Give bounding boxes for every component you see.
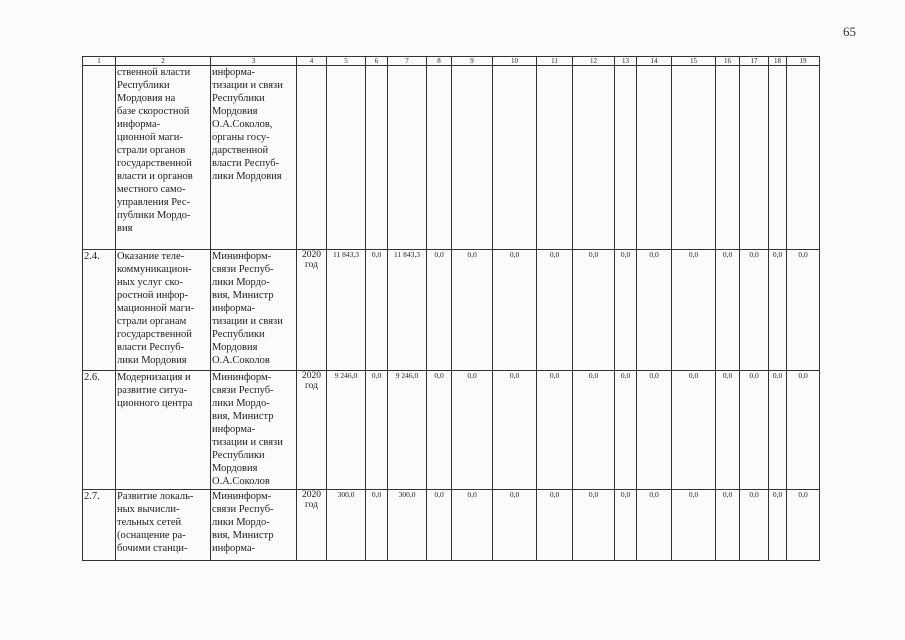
value-cell: 0,0 <box>716 371 740 490</box>
value-cell: 0,0 <box>769 490 787 561</box>
header-cell: 16 <box>716 57 740 66</box>
value-cell: 0,0 <box>493 250 537 371</box>
budget-table <box>82 56 820 561</box>
value-cell <box>493 66 537 250</box>
activity-name: ственной власти Республики Мордовия на базе скоростной информа- ционной маги- страли органов государственной власти и органов местного само- управления Рес- публики Мордо- вия <box>116 66 211 250</box>
table-row <box>83 490 820 561</box>
value-cell: 0,0 <box>615 250 637 371</box>
activity-name: Развитие локаль- ных вычисли- тельных сетей (оснащение ра- бочими станци- <box>116 490 211 561</box>
value-cell: 0,0 <box>427 250 452 371</box>
table-row <box>83 66 820 250</box>
header-row <box>83 57 820 66</box>
table-row <box>83 250 820 371</box>
row-number: 2.4. <box>83 250 116 371</box>
value-cell <box>672 66 716 250</box>
value-cell: 0,0 <box>452 250 493 371</box>
value-cell: 0,0 <box>366 371 388 490</box>
value-cell <box>452 66 493 250</box>
header-cell: 9 <box>452 57 493 66</box>
value-cell: 0,0 <box>537 250 573 371</box>
table-row <box>83 371 820 490</box>
header-cell: 1 <box>83 57 116 66</box>
year-cell: 2020 год <box>297 250 327 371</box>
value-cell: 0,0 <box>716 250 740 371</box>
value-cell: 0,0 <box>573 250 615 371</box>
header-cell: 14 <box>637 57 672 66</box>
value-cell: 11 843,3 <box>327 250 366 371</box>
value-cell: 0,0 <box>493 490 537 561</box>
value-cell <box>327 66 366 250</box>
value-cell: 0,0 <box>427 371 452 490</box>
header-cell: 3 <box>211 57 297 66</box>
value-cell <box>716 66 740 250</box>
value-cell: 0,0 <box>537 371 573 490</box>
value-cell <box>787 66 820 250</box>
value-cell: 11 843,3 <box>388 250 427 371</box>
activity-name: Оказание теле- коммуникацион- ных услуг ско- ростной инфор- мационной маги- страли органам государственной власти Респуб- лики Мордовия <box>116 250 211 371</box>
header-cell: 17 <box>740 57 769 66</box>
row-number <box>83 66 116 250</box>
header-cell: 11 <box>537 57 573 66</box>
value-cell: 0,0 <box>366 250 388 371</box>
value-cell: 0,0 <box>740 250 769 371</box>
header-cell: 8 <box>427 57 452 66</box>
value-cell <box>769 66 787 250</box>
value-cell: 9 246,0 <box>388 371 427 490</box>
executor-cell: Мининформ- связи Респуб- лики Мордо- вия, Министр информа- тизации и связи Республики Мордовия О.А.Соколов <box>211 371 297 490</box>
value-cell <box>537 66 573 250</box>
executor-cell: Мининформ- связи Респуб- лики Мордо- вия, Министр информа- <box>211 490 297 561</box>
header-cell: 2 <box>116 57 211 66</box>
value-cell: 0,0 <box>672 371 716 490</box>
executor-cell: информа- тизации и связи Республики Мордовия О.А.Соколов, органы госу- дарственной власти Респуб- лики Мордовия <box>211 66 297 250</box>
year-cell <box>297 66 327 250</box>
value-cell: 0,0 <box>637 490 672 561</box>
value-cell: 300,0 <box>327 490 366 561</box>
value-cell <box>740 66 769 250</box>
header-cell: 13 <box>615 57 637 66</box>
value-cell: 0,0 <box>740 490 769 561</box>
value-cell: 0,0 <box>637 371 672 490</box>
value-cell <box>366 66 388 250</box>
header-cell: 10 <box>493 57 537 66</box>
value-cell <box>573 66 615 250</box>
value-cell: 0,0 <box>787 371 820 490</box>
activity-name: Модернизация и развитие ситуа- ционного центра <box>116 371 211 490</box>
value-cell: 0,0 <box>615 371 637 490</box>
value-cell: 0,0 <box>427 490 452 561</box>
value-cell: 0,0 <box>573 371 615 490</box>
value-cell: 0,0 <box>769 371 787 490</box>
header-cell: 19 <box>787 57 820 66</box>
year-cell: 2020 год <box>297 490 327 561</box>
header-cell: 15 <box>672 57 716 66</box>
header-cell: 5 <box>327 57 366 66</box>
year-cell: 2020 год <box>297 371 327 490</box>
value-cell: 0,0 <box>637 250 672 371</box>
row-number: 2.7. <box>83 490 116 561</box>
page-number: 65 <box>843 24 856 39</box>
header-cell: 18 <box>769 57 787 66</box>
value-cell: 0,0 <box>716 490 740 561</box>
value-cell: 0,0 <box>452 490 493 561</box>
value-cell: 300,0 <box>388 490 427 561</box>
header-cell: 6 <box>366 57 388 66</box>
header-cell: 4 <box>297 57 327 66</box>
value-cell: 0,0 <box>573 490 615 561</box>
row-number: 2.6. <box>83 371 116 490</box>
value-cell: 0,0 <box>672 250 716 371</box>
value-cell: 9 246,0 <box>327 371 366 490</box>
value-cell: 0,0 <box>493 371 537 490</box>
value-cell <box>388 66 427 250</box>
value-cell: 0,0 <box>769 250 787 371</box>
value-cell: 0,0 <box>366 490 388 561</box>
value-cell: 0,0 <box>672 490 716 561</box>
value-cell: 0,0 <box>452 371 493 490</box>
header-cell: 12 <box>573 57 615 66</box>
value-cell <box>637 66 672 250</box>
value-cell <box>427 66 452 250</box>
value-cell <box>615 66 637 250</box>
value-cell: 0,0 <box>787 250 820 371</box>
value-cell: 0,0 <box>787 490 820 561</box>
header-cell: 7 <box>388 57 427 66</box>
value-cell: 0,0 <box>537 490 573 561</box>
executor-cell: Мининформ- связи Респуб- лики Мордо- вия, Министр информа- тизации и связи Республики Мордовия О.А.Соколов <box>211 250 297 371</box>
value-cell: 0,0 <box>615 490 637 561</box>
value-cell: 0,0 <box>740 371 769 490</box>
